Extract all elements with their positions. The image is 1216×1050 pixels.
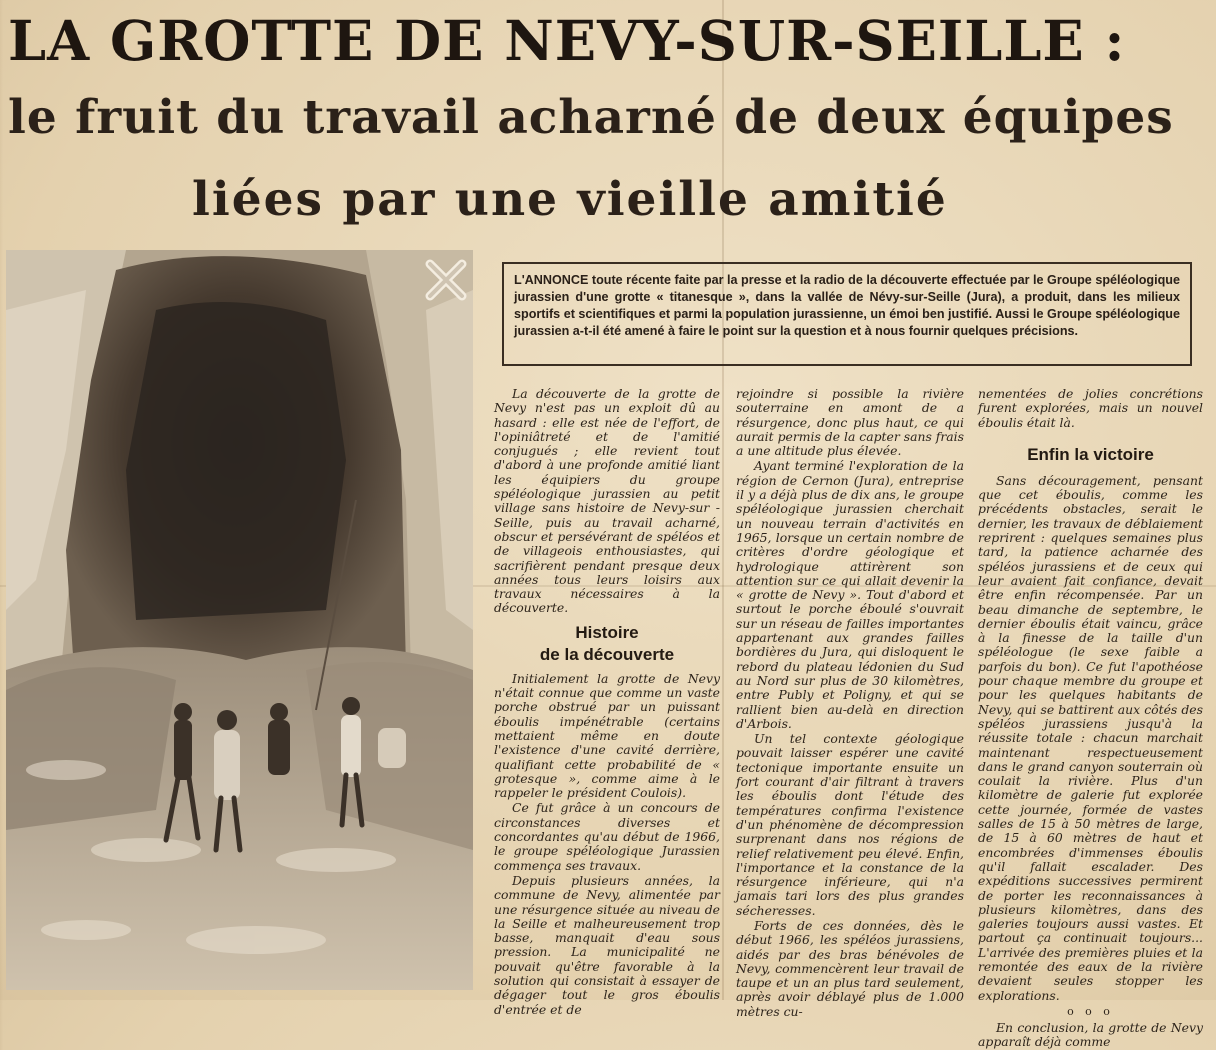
article-column-3: [978, 386, 1203, 1050]
article-column-1: [494, 386, 720, 1017]
intro-paragraph: [514, 272, 1180, 340]
headline: LA GROTTE DE NEVY-SUR-SEILLE :: [8, 8, 1126, 73]
cave-photo-drawing: [6, 250, 473, 990]
section-separator: o o o: [1067, 1004, 1114, 1018]
intro-lead: L'ANNONCE: [514, 273, 589, 287]
col2-paragraph-2: Ayant terminé l'exploration de la région de Cernon (Jura), entreprise il y a déjà plus de dix ans, le groupe spéléologique jurassien cherchait un nouveau terrain d'activités en 1965, lorsque un certain nombre de critères d'ordre géologique et hydrologique attirèrent son attention sur ce qui allait devenir la « grotte de Nevy ». Tout d'abord et surtout le porche éboulé s'ouvrait sur un réseau de failles importantes appartenant aux grandes failles bordières du Jura, qui disloquent le rebord du plateau lédonien du Sud au Nord sur plus de 30 kilomètres, entre Publy et Poligny, et qui se rallient bien au-delà en direction d'Arbois.: [736, 458, 964, 731]
section-heading-histoire-line1: Histoire: [575, 622, 639, 642]
section-heading-histoire-line2: de la découverte: [539, 644, 675, 664]
col1-paragraph-4: Depuis plusieurs années, la commune de Nevy, alimentée par une résurgence située au niveau de la Seille et malheureusement trop basse, manquait d'eau sous pression. La municipalité ne pouvait qu'être favorable à la solution qui consistait à essayer de dégager tout le gros éboulis d'entrée et de: [494, 872, 720, 1017]
col2-paragraph-1: rejoindre si possible la rivière souterraine en amont de a résurgence, donc plus haut, ce qui aurait permis de la capter sans frais a une altitude plus élevée.: [736, 386, 964, 459]
col1-paragraph-3: Ce fut grâce à un concours de circonstances diverses et concordantes qu'au début de 1966, le groupe spéléologique Jurassien commença ses travaux.: [494, 800, 720, 873]
subheadline-line2: liées par une vieille amitié: [192, 172, 948, 227]
cave-entrance-photo: [6, 250, 473, 990]
col3-paragraph-3: En conclusion, la grotte de Nevy apparaît déjà comme: [978, 1020, 1203, 1050]
col2-paragraph-4: Forts de ces données, dès le début 1966, les spéléos jurassiens, aidés par des bras bénévoles de Nevy, commencèrent leur travail de taupe et un an plus tard seulement, après avoir déblayé plus de 1.000 mètres cu-: [736, 917, 964, 1019]
intro-box: [502, 262, 1192, 366]
col1-paragraph-1: La découverte de la grotte de Nevy n'est pas un exploit dû au hasard : elle est née de l'effort, de l'opiniâtreté et de l'amitié conjugués ; elle revient tout d'abord à une profonde amitié liant les équipiers du groupe spéléologique jurassien au petit village sans histoire de Nevy-sur - Seille, puis au travail acharné, obscur et persévérant de spéléos et de villageois enthousiastes, qui sacrifièrent pendant presque deux années tous leurs loisirs aux travaux nécessaires à la découverte.: [494, 386, 720, 616]
cross-mark-icon: [420, 254, 472, 306]
article-column-2: [736, 386, 964, 1019]
col2-paragraph-3: Un tel contexte géologique pouvait laisser espérer une cavité tectonique importante ensuite un fort courant d'air filtrant à travers les éboulis dont l'étude des températures confirma l'existence d'un phénomène de décompression surprenant dans nos régions de relief relativement peu élevé. Enfin, l'importance et la constance de la résurgence inférieure, qui n'a jamais tari lors des plus grandes sécheresses.: [736, 731, 964, 918]
section-heading-victoire: Enfin la victoire: [1027, 444, 1154, 464]
col3-paragraph-2: Sans découragement, pensant que cet éboulis, comme les précédents obstacles, serait le dernier, les travaux de déblaiement reprirent : quelques semaines plus tard, la patience acharnée des spéléos jurassiens et de ceux qui leur avaient fait confiance, devait être enfin récompensée. Par un beau dimanche de septembre, le dernier éboulis était vaincu, grâce à la finesse de la taille d'un spéléologue (le sexe faible a parfois du bon). Ce fut l'apothéose pour chaque membre du groupe et pour les quelques habitants de Nevy, qui se battirent aux côtés des spéléos jurassiens jusqu'à la réussite totale : chacun marchait maintenant respectueusement dans le grand canyon souterrain où coulait la rivière. Plus d'un kilomètre de galerie fut explorée cette journée, formée de vastes salles de 15 à 50 mètres de large, de 15 à 60 mètres de haut et encombrées d'immenses éboulis qu'il fallait escalader. Des expéditions successives permirent de porter les reconnaissances à plusieurs kilomètres, dans des galeries toujours aussi vastes. Et partout ça continuait toujours... L'arrivée des premières pluies et la remontée des eaux de la rivière devaient seules stopper les explorations.: [978, 472, 1203, 1003]
col3-paragraph-1: nementées de jolies concrétions furent explorées, mais un nouvel éboulis était là.: [978, 386, 1203, 430]
subheadline-line1: le fruit du travail acharné de deux équipes: [8, 90, 1174, 145]
col1-paragraph-2: Initialement la grotte de Nevy n'était connue que comme un vaste porche obstrué par un puissant éboulis impénétrable (certains mettaient même en doute l'existence d'une cavité derrière, qualifiant cette probabilité de « grotesque », comme aime à le rappeler le président Coulois).: [494, 670, 720, 801]
intro-text: toute récente faite par la presse et la radio de la découverte effectuée par le Groupe spéléologique jurassien d'une grotte « titanesque », dans la vallée de Névy-sur-Seille (Jura), a produit, dans les milieux sportifs et scientifiques et parmi la population jurassienne, un émoi ben justifié. Aussi le Groupe spéléologique jurassien a-t-il été amené à faire le point sur la question et à nous fournir quelques précisions.: [514, 273, 1180, 338]
paper-fold-vertical: [722, 0, 724, 1000]
section-heading-histoire: [494, 622, 720, 666]
